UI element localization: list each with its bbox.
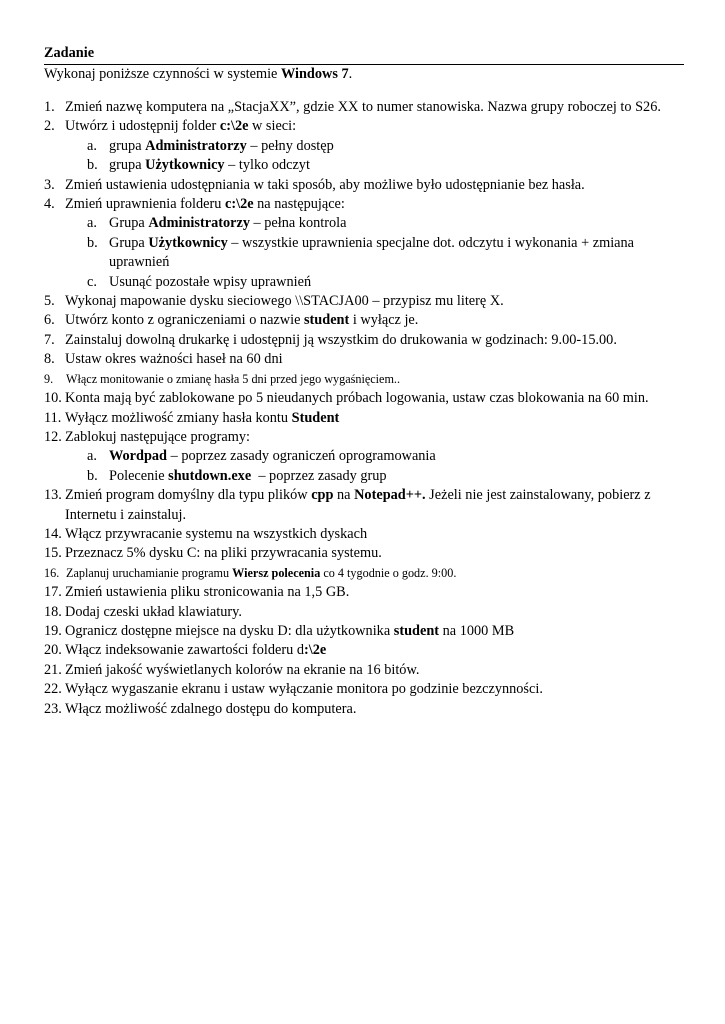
item-bold-part: Administratorzy <box>148 215 250 232</box>
list-item <box>44 700 684 719</box>
list-item <box>44 311 684 330</box>
item-text <box>65 486 684 525</box>
item-number: 9. <box>44 371 54 386</box>
sub-text <box>109 467 684 486</box>
list-item <box>44 350 684 369</box>
item-number: 1. <box>44 99 55 115</box>
list-item <box>44 195 684 214</box>
item-number: 17. <box>44 584 62 601</box>
sub-letter: a. <box>87 137 97 154</box>
list-item <box>44 370 684 389</box>
item-text-part: Polecenie <box>109 467 169 484</box>
item-bold-part: cpp <box>311 487 334 504</box>
item-text <box>65 389 684 408</box>
list-item <box>44 544 684 563</box>
item-number: 18. <box>44 603 62 620</box>
sub-item <box>44 467 684 486</box>
list-item <box>44 98 684 117</box>
item-bold-part: Administratorzy <box>145 137 247 154</box>
item-text-part: Zmień jakość wyświetlanych kolorów na ekranie na 16 bitów. <box>65 661 420 678</box>
sub-text <box>109 156 684 175</box>
item-bold-part: Notepad++. <box>354 487 426 504</box>
item-bold-part: Wiersz polecenia <box>232 565 321 580</box>
item-text-part: grupa <box>109 137 146 154</box>
item-number: 11. <box>44 409 62 426</box>
sub-letter: a. <box>87 448 97 465</box>
item-bold-part: Użytkownicy <box>145 157 225 174</box>
sub-item <box>44 234 684 273</box>
list-item <box>44 389 684 408</box>
intro-end: . <box>348 66 353 82</box>
item-text-part: na <box>333 487 355 504</box>
item-text-part: Włącz monitowanie o zmianę hasła 5 dni przed jego wygaśnięciem.. <box>66 371 401 386</box>
sub-letter: b. <box>87 467 98 484</box>
item-text <box>65 661 684 680</box>
item-bold-part: Wordpad <box>109 448 168 465</box>
item-text-part: Utwórz konto z ograniczeniami o nazwie <box>65 312 304 329</box>
item-text-part: Zablokuj następujące programy: <box>65 428 251 445</box>
list-item <box>44 331 684 350</box>
item-number: 4. <box>44 196 55 213</box>
list-item <box>44 583 684 602</box>
document-page <box>44 44 684 719</box>
page-title: Zadanie <box>44 45 95 61</box>
item-text <box>65 603 684 622</box>
list-item <box>44 117 684 136</box>
sub-text <box>109 137 684 156</box>
item-text-part: na 1000 MB <box>439 622 515 639</box>
item-text-part: i wyłącz je. <box>349 312 419 329</box>
item-text-part: Konta mają być zablokowane po 5 nieudanych próbach logowania, ustaw czas blokowania na 60 min. <box>65 390 649 407</box>
item-number: 20. <box>44 642 62 659</box>
item-text-part: Włącz indeksowanie zawartości folderu d <box>65 642 304 659</box>
item-text-part: Włącz możliwość zdalnego dostępu do komputera. <box>65 700 357 717</box>
list-item <box>44 486 684 525</box>
item-bold-part: :\2e <box>303 642 327 659</box>
item-number: 21. <box>44 661 62 678</box>
item-text-part: Jeżeli nie jest zainstalowany, pobierz z Internetu i zainstaluj. <box>65 487 651 523</box>
item-number: 16. <box>44 565 60 580</box>
item-text <box>65 117 684 136</box>
sub-item <box>44 156 684 175</box>
item-number: 23. <box>44 700 62 717</box>
item-text <box>65 544 684 563</box>
item-text-part: Wyłącz wygaszanie ekranu i ustaw wyłączanie monitora po godzinie bezczynności. <box>65 681 543 698</box>
item-text <box>65 622 684 641</box>
item-text <box>65 292 684 311</box>
item-text-part: Zmień ustawienia pliku stronicowania na 1,5 GB. <box>65 584 350 601</box>
item-text-part: Grupa <box>109 215 149 232</box>
list-item <box>44 525 684 544</box>
item-number: 8. <box>44 351 55 368</box>
item-text-part: – poprzez zasady ograniczeń oprogramowania <box>167 448 436 465</box>
item-bold-part: c:\2e <box>225 196 254 213</box>
item-number: 2. <box>44 118 55 135</box>
item-text-part: Wykonaj mapowanie dysku sieciowego \\STACJA00 – przypisz mu literę X. <box>65 293 504 310</box>
item-text-part: Usunąć pozostałe wpisy uprawnień <box>109 273 312 290</box>
list-item <box>44 564 684 583</box>
item-text-part: Ogranicz dostępne miejsce na dysku D: dla użytkownika <box>65 622 394 639</box>
sub-letter: a. <box>87 215 97 232</box>
item-text-part: – wszystkie uprawnienia specjalne dot. odczytu i wykonania + zmiana uprawnień <box>109 234 635 271</box>
list-item <box>44 176 684 195</box>
item-text <box>65 583 684 602</box>
item-text <box>66 370 684 389</box>
item-text <box>66 564 684 583</box>
list-item <box>44 603 684 622</box>
item-text-part: – pełna kontrola <box>249 215 347 232</box>
sub-item <box>44 214 684 233</box>
list-item <box>44 680 684 699</box>
item-text-part: – pełny dostęp <box>246 137 334 154</box>
item-text-part: – tylko odczyt <box>224 157 310 174</box>
list-item <box>44 661 684 680</box>
list-item <box>44 292 684 311</box>
sub-item <box>44 137 684 156</box>
item-text <box>65 700 684 719</box>
item-text-part: Ustaw okres ważności haseł na 60 dni <box>65 351 283 368</box>
item-text-part: Włącz przywracanie systemu na wszystkich dyskach <box>65 525 368 542</box>
item-number: 13. <box>44 487 62 504</box>
sub-text <box>109 214 684 233</box>
item-text-part: Przeznacz 5% dysku C: na pliki przywracania systemu. <box>65 545 382 562</box>
item-text-part: Zaplanuj uruchamianie programu <box>66 565 233 580</box>
item-text <box>65 98 684 117</box>
item-text <box>65 311 684 330</box>
item-text-part: Zmień ustawienia udostępniania w taki sposób, aby możliwe było udostępnianie bez hasła. <box>65 176 585 193</box>
item-text-part: Wyłącz możliwość zmiany hasła kontu <box>65 409 292 426</box>
item-text-part: Dodaj czeski układ klawiatury. <box>65 603 242 620</box>
item-text <box>65 525 684 544</box>
sub-text <box>109 447 684 466</box>
item-text-part: grupa <box>109 157 146 174</box>
item-number: 19. <box>44 622 62 639</box>
list-item <box>44 428 684 447</box>
item-bold-part: shutdown.exe <box>168 467 252 484</box>
list-item <box>44 641 684 660</box>
sub-text <box>109 273 684 292</box>
item-text <box>65 409 684 428</box>
intro-line <box>44 65 684 84</box>
item-bold-part: student <box>393 622 440 639</box>
item-text <box>65 641 684 660</box>
item-number: 10. <box>44 390 62 407</box>
item-bold-part: Użytkownicy <box>148 234 228 251</box>
item-text-part: Zmień program domyślny dla typu plików <box>65 487 312 504</box>
task-list <box>44 98 684 719</box>
item-number: 14. <box>44 525 62 542</box>
item-number: 7. <box>44 331 55 348</box>
item-bold-part: c:\2e <box>219 118 249 135</box>
intro-text: Wykonaj poniższe czynności w systemie <box>44 66 281 82</box>
item-number: 3. <box>44 176 55 193</box>
item-text-part: co 4 tygodnie o godz. 9:00. <box>320 565 457 580</box>
item-text-part: Zmień uprawnienia folderu <box>65 196 225 213</box>
item-text-part: Zainstaluj dowolną drukarkę i udostępnij ją wszystkim do drukowania w godzinach: 9.00-15.00. <box>65 331 617 348</box>
item-bold-part: Student <box>291 409 340 426</box>
list-item <box>44 622 684 641</box>
item-text-part: w sieci: <box>248 118 297 135</box>
item-text-part: – poprzez zasady grup <box>251 467 387 484</box>
intro-os: Windows 7 <box>280 66 349 82</box>
item-text-part: Grupa <box>109 234 149 251</box>
item-number: 22. <box>44 681 62 698</box>
item-text <box>65 195 684 214</box>
sub-letter: c. <box>87 273 97 290</box>
item-text <box>65 428 684 447</box>
item-text <box>65 350 684 369</box>
sub-item <box>44 273 684 292</box>
sub-item <box>44 447 684 466</box>
item-text-part: na następujące: <box>253 196 345 213</box>
item-text-part: Zmień nazwę komputera na „StacjaXX”, gdzie XX to numer stanowiska. Nazwa grupy roboczej to S26. <box>65 99 661 115</box>
sub-letter: b. <box>87 234 98 251</box>
item-bold-part: student <box>303 312 350 329</box>
item-number: 15. <box>44 545 62 562</box>
item-text <box>65 680 684 699</box>
list-item <box>44 409 684 428</box>
item-text-part: Utwórz i udostępnij folder <box>65 118 220 135</box>
item-number: 6. <box>44 312 55 329</box>
sub-letter: b. <box>87 157 98 174</box>
sub-text <box>109 234 684 273</box>
item-text <box>65 331 684 350</box>
item-text <box>65 176 684 195</box>
item-number: 5. <box>44 293 55 310</box>
item-number: 12. <box>44 428 62 445</box>
